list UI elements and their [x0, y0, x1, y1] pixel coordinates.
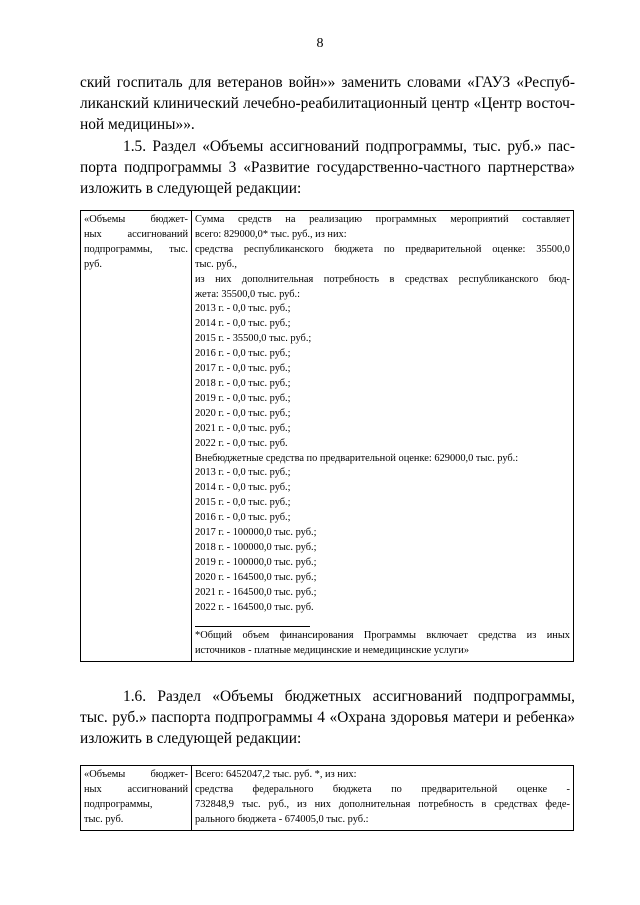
- table-label-cell: [81, 766, 192, 831]
- label-line: ных ассигнований: [84, 228, 188, 240]
- section-1-6-paragraph: [80, 686, 575, 749]
- label-line: подпрограммы,: [84, 798, 153, 810]
- content-line: всего: 829000,0* тыс. руб., из них:: [195, 228, 347, 240]
- text-line: 1.6. Раздел «Объемы бюджетных ассигнований подпрограммы,: [123, 688, 575, 705]
- intro-paragraph: [80, 72, 575, 135]
- content-line: 2017 г. - 0,0 тыс. руб.;: [195, 363, 291, 375]
- content-line: 2018 г. - 100000,0 тыс. руб.;: [195, 541, 317, 553]
- content-line: Сумма средств на реализацию программных мероприятий составляет: [195, 214, 570, 225]
- content-line: 2022 г. - 0,0 тыс. руб.: [195, 437, 288, 449]
- table-row: [81, 766, 574, 831]
- content-line: 2017 г. - 100000,0 тыс. руб.;: [195, 527, 317, 539]
- text-line: 1.5. Раздел «Объемы ассигнований подпрограммы, тыс. руб.» пас-: [123, 138, 575, 155]
- label-line: «Объемы бюджет-: [84, 214, 188, 225]
- content-line: средства республиканского бюджета по предварительной оценке: 35500,0: [195, 243, 570, 255]
- content-line: 2013 г. - 0,0 тыс. руб.;: [195, 303, 291, 315]
- content-line: 2019 г. - 0,0 тыс. руб.;: [195, 392, 291, 404]
- label-line: ных ассигнований: [84, 783, 188, 795]
- content-line: жета: 35500,0 тыс. руб.:: [195, 288, 301, 300]
- label-line: подпрограммы, тыс.: [84, 243, 188, 255]
- section-1-5-paragraph: [80, 136, 575, 199]
- text-line: ликанский клинический лечебно-реабилитационный центр «Центр восточ-: [80, 95, 575, 112]
- funding-table-subprogram-4: [80, 765, 574, 831]
- text-line: изложить в следующей редакции:: [80, 180, 302, 197]
- content-line: 2020 г. - 164500,0 тыс. руб.;: [195, 571, 317, 583]
- table-label-cell: [81, 211, 192, 662]
- text-line: изложить в следующей редакции:: [80, 730, 302, 747]
- content-line: 2016 г. - 0,0 тыс. руб.;: [195, 512, 291, 524]
- label-line: тыс. руб.: [84, 813, 124, 825]
- content-line: 2014 г. - 0,0 тыс. руб.;: [195, 482, 291, 494]
- table-content-cell: [192, 211, 574, 662]
- text-line: ной медицины»».: [80, 116, 195, 133]
- content-line: Внебюджетные средства по предварительной оценке: 629000,0 тыс. руб.:: [195, 452, 519, 464]
- content-line: 2019 г. - 100000,0 тыс. руб.;: [195, 556, 317, 568]
- content-line: 732848,9 тыс. руб., из них дополнительная потребность в средствах феде-: [195, 798, 570, 810]
- content-line: 2018 г. - 0,0 тыс. руб.;: [195, 377, 291, 389]
- page-number: 8: [316, 36, 324, 51]
- content-line: 2015 г. - 35500,0 тыс. руб.;: [195, 333, 312, 345]
- content-line: 2015 г. - 0,0 тыс. руб.;: [195, 497, 291, 509]
- content-line: 2022 г. - 164500,0 тыс. руб.: [195, 601, 314, 613]
- footnote-line: *Общий объем финансирования Программы включает средства из иных: [195, 630, 570, 642]
- table-row: [81, 211, 574, 662]
- content-line: рального бюджета - 674005,0 тыс. руб.:: [195, 813, 369, 825]
- content-line: средства федерального бюджета по предварительной оценке -: [195, 783, 570, 795]
- content-line: 2016 г. - 0,0 тыс. руб.;: [195, 348, 291, 360]
- content-line: Всего: 6452047,2 тыс. руб. *, из них:: [195, 769, 357, 780]
- content-line: 2014 г. - 0,0 тыс. руб.;: [195, 318, 291, 330]
- text-line: тыс. руб.» паспорта подпрограммы 4 «Охрана здоровья матери и ребенка»: [80, 709, 575, 726]
- content-line: 2013 г. - 0,0 тыс. руб.;: [195, 467, 291, 479]
- text-line: ский госпиталь для ветеранов войн»» заменить словами «ГАУЗ «Респуб-: [80, 74, 575, 91]
- label-line: «Объемы бюджет-: [84, 769, 188, 780]
- label-line: руб.: [84, 258, 103, 270]
- content-line: из них дополнительная потребность в средствах республиканского бюд-: [195, 273, 570, 285]
- funding-table-subprogram-3: [80, 210, 574, 662]
- footnote-line: источников - платные медицинские и немедицинские услуги»: [195, 645, 470, 657]
- content-line: 2021 г. - 0,0 тыс. руб.;: [195, 422, 291, 434]
- table-content-cell: [192, 766, 574, 831]
- content-line: тыс. руб.,: [195, 258, 237, 270]
- content-line: 2021 г. - 164500,0 тыс. руб.;: [195, 586, 317, 598]
- content-line: 2020 г. - 0,0 тыс. руб.;: [195, 407, 291, 419]
- text-line: порта подпрограммы 3 «Развитие государственно-частного партнерства»: [80, 159, 575, 176]
- footnote-divider: [195, 626, 310, 627]
